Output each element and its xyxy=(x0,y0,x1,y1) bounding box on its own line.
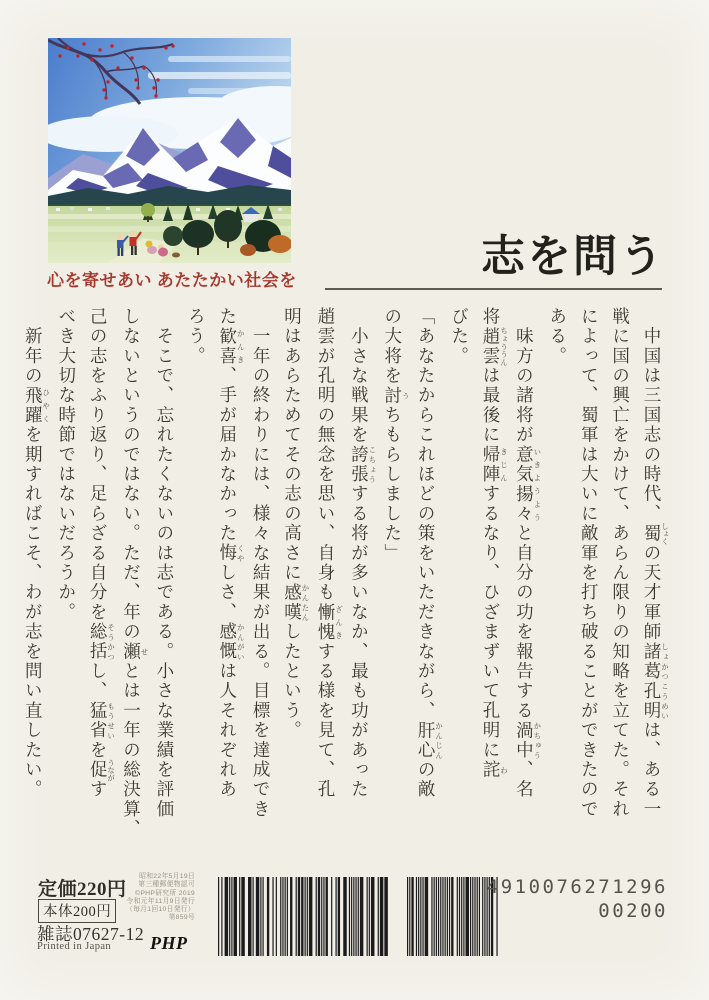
page-title: 志を問う xyxy=(481,232,665,281)
essay-column: 趙雲が孔明の無念を思い、自身も慚愧ざんきする様を見て、孔 xyxy=(315,307,344,800)
price-retail: 定価220円 xyxy=(38,879,127,900)
small-print xyxy=(110,873,195,923)
essay-column: 己の志をふり返り、足らざる自分を総括そうかつし、猛省もうせいを促うながす xyxy=(88,307,116,800)
barcode-number: 4910076271296 xyxy=(486,876,668,898)
essay-column: ろう。 xyxy=(186,307,207,367)
essay-column: そこで、忘れたくないのは志である。小さな業績を評価 xyxy=(154,307,175,820)
small-print-line: 第859号 xyxy=(168,914,195,922)
essay-column: 一年の終わりには、様々な結果が出る。目標を達成でき xyxy=(251,307,272,820)
essay-column: た歓喜かんき、手が届かなかった悔くやしさ、感慨かんがいは人それぞれあ xyxy=(217,307,246,800)
php-logo: PHP xyxy=(150,933,188,953)
essay-column: の大将を討うちもらしました」 xyxy=(382,307,411,564)
essay-column: びた。 xyxy=(449,307,470,367)
essay-column: 明はあらためてその志の高さに感嘆かんたんしたという。 xyxy=(282,307,311,741)
essay-column: しないというのではない。ただ、年の瀬せとは一年の総決算、 xyxy=(121,307,149,839)
essay-column: 将趙雲ちょううんは最後に帰陣きじんするなり、ひざまずいて孔明に詫わ xyxy=(480,307,509,780)
essay-column: によって、蜀軍は大いに敵軍を打ち破ることができたので xyxy=(579,307,600,820)
essay-column: べき大切な時節ではないだろうか。 xyxy=(56,307,77,623)
essay-column: 小さな戦果を誇張こちょうする将が多いなか、最も功があった xyxy=(349,307,377,800)
printed-in-japan: Printed in Japan xyxy=(37,941,112,952)
title-underline xyxy=(325,288,662,290)
essay-column: 味方の諸将が意気揚々いきようようと自分の功を報告する渦中かちゅう、名 xyxy=(514,307,542,800)
essay xyxy=(17,307,669,843)
essay-column: 新年の飛躍ひやくを期すればこそ、わが志を問い直したい。 xyxy=(23,307,51,800)
small-print-line: ©PHP研究所 2019 xyxy=(135,889,195,897)
small-print-line: （毎月1回10日発行） xyxy=(125,906,195,914)
small-print-line: 令和元年11月9日発行 xyxy=(126,897,195,905)
essay-column: 「あなたからこれほどの策をいただきながら、肝心かんじんの敵 xyxy=(416,307,444,800)
cover-slogan: 心を寄せあい あたたかい社会を xyxy=(47,271,297,290)
magazine-code: 雑誌07627-12 xyxy=(37,924,145,944)
price-base: 本体200円 xyxy=(38,899,116,923)
barcode xyxy=(218,877,499,956)
cover-painting xyxy=(48,38,291,263)
essay-column: 中国は三国志の時代、蜀しょくの天才軍師諸葛孔明しょかつこうめいは、ある一 xyxy=(642,307,670,820)
barcode-addon-number: 00200 xyxy=(598,900,668,922)
essay-column: 戦に国の興亡をかけて、あらん限りの知略を立てた。それ xyxy=(610,307,631,820)
small-print-line: 昭和22年5月19日 xyxy=(139,873,195,880)
small-print-line: 第三種郵便物認可 xyxy=(138,881,195,889)
essay-column: ある。 xyxy=(547,307,568,367)
